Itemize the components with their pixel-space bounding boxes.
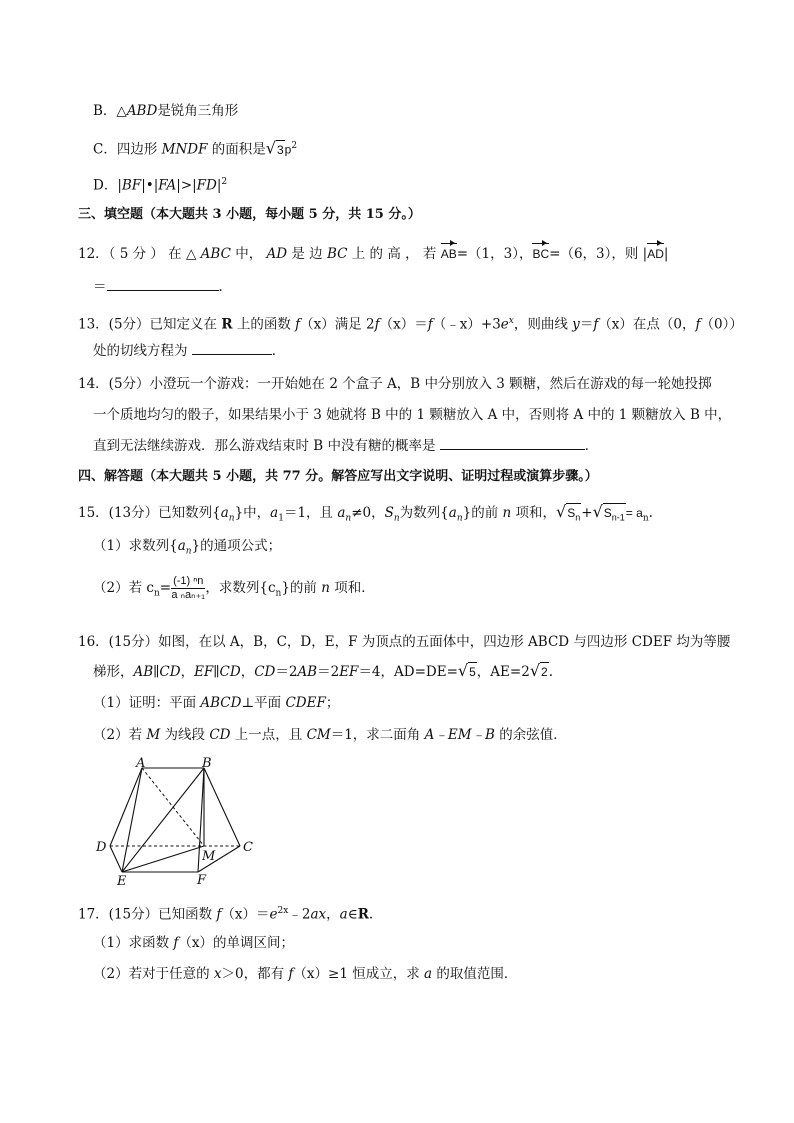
vector-ab: AB <box>441 242 457 263</box>
label-b: B <box>202 756 212 771</box>
label-c: C <box>243 840 253 855</box>
question-16-part-2: （2）若 M 为线段 CD 上一点，且 CM＝1，求二面角 A﹣EM﹣B 的余弦值． <box>93 727 567 743</box>
label-d: D <box>96 840 107 855</box>
vector-bc: BC <box>532 242 549 263</box>
question-16-part-1: （1）证明：平面 ABCD⊥平面 CDEF； <box>93 695 340 711</box>
answer-blank[interactable] <box>192 342 272 355</box>
vector-ad: AD <box>647 242 664 263</box>
pentahedron-figure <box>92 756 262 886</box>
label-e: E <box>117 874 127 886</box>
question-12-answer-line: ＝ ． <box>93 279 232 295</box>
question-17: 17．(15分）已知函数 $f(x)=e^{2x}﹣2ax$，a∈R. <box>78 906 374 923</box>
edge-be <box>122 768 204 872</box>
label-m: M <box>202 849 216 864</box>
edge-de <box>110 846 122 872</box>
question-13: 13．(5分）已知定义在 R 上的函数 f（x）满足 $2f(x)=f(﹣x)+3e^x$，则曲线 y＝f（x）在点（0，f（0）） <box>78 316 743 333</box>
question-12: 12．（ 5 分 ） 在 △ ABC 中， AD 是 边 BC 上 的 高 ， 若 AB=（1，3），BC=（6，3），则 |AD| <box>78 242 668 263</box>
question-14-line-2: 一个质地均匀的骰子，如果结果小于 3 她就将 B 中的 1 颗糖放入 A 中，否则将 A 中的 1 颗糖放入 B 中， <box>93 407 732 423</box>
question-14-line-1: 14．(5分）小澄玩一个游戏：一开始她在 2 个盒子 A，B 中分别放入 3 颗糖，然后在游戏的每一轮她投掷 <box>78 376 712 392</box>
section-3-title: 三、填空题（本大题共 3 小题，每小题 5 分，共 15 分。） <box>78 207 421 222</box>
question-15-part-2: （2）若 $c_n=$ $\frac{\text{(-1) ⁿn}}{\text{a ₙaₙ₊₁}}$ ，求数列$\{c_n\}$的前 n 项和． <box>93 575 375 601</box>
label-f: F <box>197 873 207 886</box>
edge-em <box>122 846 204 872</box>
question-13-line-2: 处的切线方程为 ． <box>93 343 286 359</box>
option-c: C．四边形 MNDF 的面积是$√3p^2$ <box>93 138 298 158</box>
question-15-part-1: （1）求数列$\{a_n\}$的通项公式； <box>93 538 282 557</box>
question-16-line-2: 梯形，AB∥CD，EF∥CD，CD＝2AB＝2EF＝4，AD=DE=√5，AE=2√2. <box>93 661 553 680</box>
question-16-line-1: 16．(15分）如图，在以 A，B，C，D，E，F 为顶点的五面体中，四边形 ABCD 与四边形 CDEF 均为等腰 <box>78 634 731 650</box>
question-15: 15．(13分）已知数列$\{a_n\}$中，$a_1=1$，且 $a_n\ne 0$，$S_n$为数列$\{a_n\}$的前 n 项和，$√S_n+√S_{n-1}= a_n$. <box>78 503 653 528</box>
question-17-part-1: （1）求函数 f（x）的单调区间； <box>93 935 295 951</box>
edge-ae <box>122 768 142 872</box>
label-a: A <box>136 756 146 771</box>
answer-blank[interactable] <box>440 437 585 450</box>
option-b: B．△ABD是锐角三角形 <box>93 103 239 119</box>
section-4-title: 四、解答题（本大题共 5 小题，共 77 分。解答应写出文字说明、证明过程或演算步骤。） <box>78 469 598 484</box>
fraction: $\frac{\text{(-1) ⁿn}}{\text{a ₙaₙ₊₁}}$ <box>171 575 205 601</box>
edge-ad <box>110 768 142 846</box>
answer-blank[interactable] <box>107 278 219 291</box>
edge-bc <box>204 768 240 846</box>
question-17-part-2: （2）若对于任意的 x＞0，都有 f（x）≥1 恒成立，求 a 的取值范围． <box>93 966 518 982</box>
option-d: D．$|BF|•|FA|>|FD|^2$ <box>93 177 228 194</box>
question-14-line-3: 直到无法继续游戏．那么游戏结束时 B 中没有糖的概率是 ． <box>93 438 599 454</box>
